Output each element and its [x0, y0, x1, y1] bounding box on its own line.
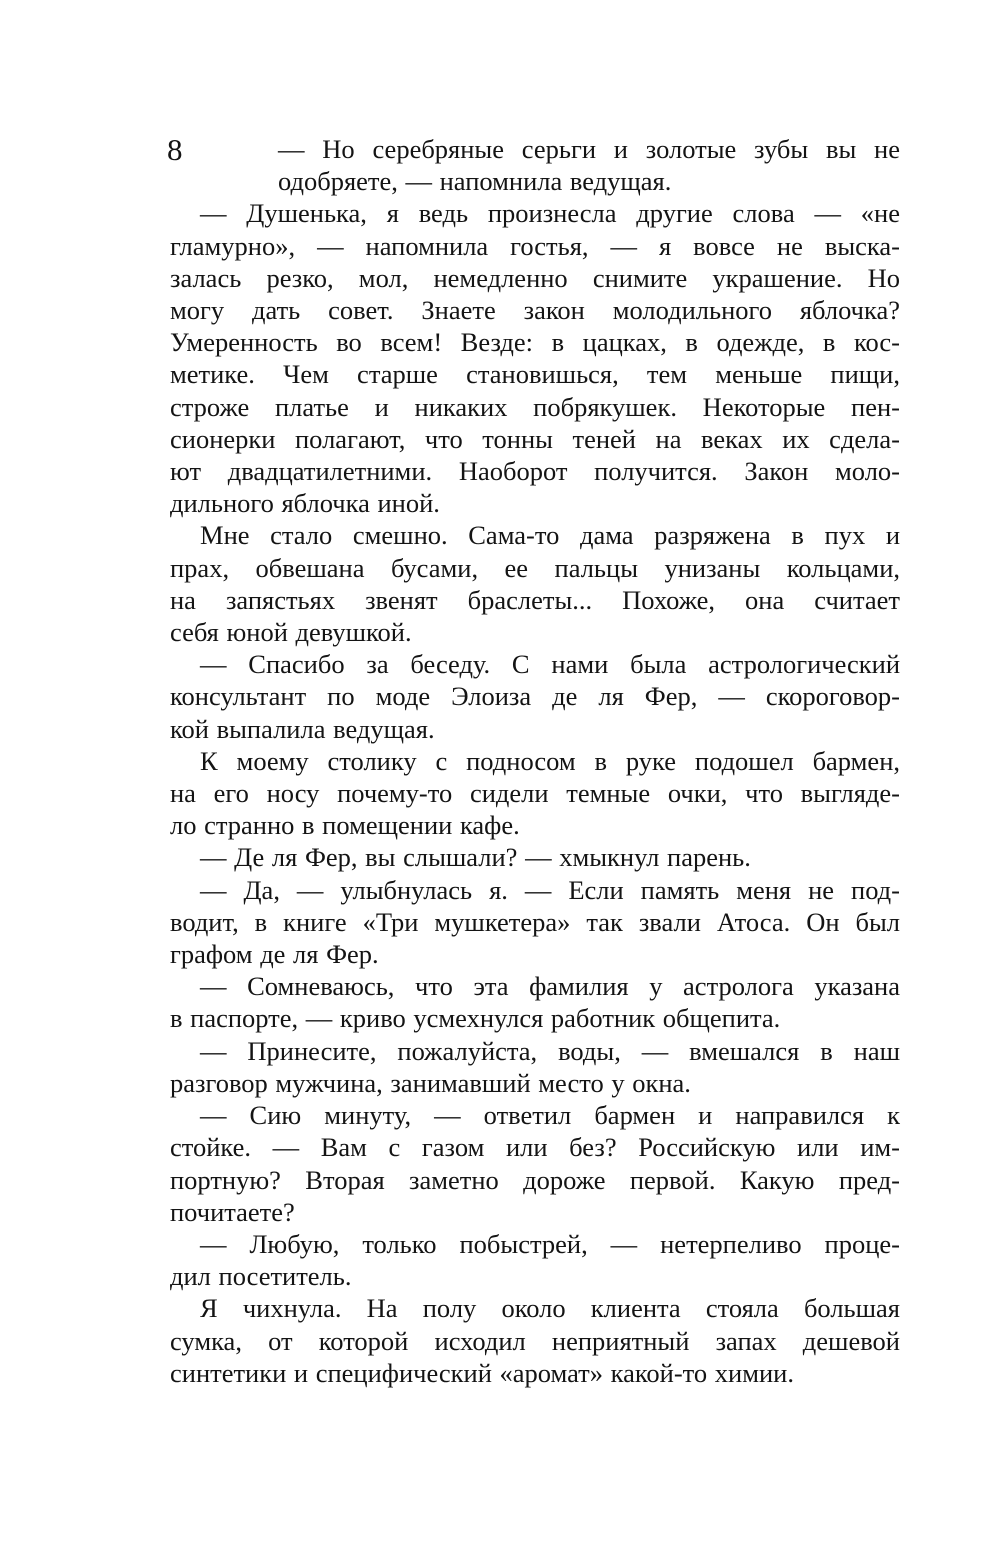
paragraph	[170, 648, 900, 745]
paragraph	[170, 1035, 900, 1099]
text-line: Я чихнула. На полу около клиента стояла большая	[200, 1293, 900, 1324]
text-line: — Да, — улыбнулась я. — Если память меня не под-	[200, 874, 900, 905]
text-line: гламурно», — напомнила гостья, — я вовсе не выска-	[170, 230, 900, 261]
text-line: — Де ля Фер, вы слышали? — хмыкнул парень.	[200, 842, 751, 873]
page-number: 8	[167, 132, 183, 167]
text-line: сионерки полагают, что тонны теней на веках их сдела-	[170, 423, 900, 454]
paragraph	[170, 745, 900, 842]
text-line: сумка, от которой исходил неприятный запах дешевой	[170, 1325, 900, 1356]
paragraph	[170, 841, 900, 873]
text-line: стойке. — Вам с газом или без? Российскую или им-	[170, 1132, 900, 1163]
text-line: на запястьях звенят браслеты... Похоже, она считает	[170, 584, 900, 615]
text-line: — Душенька, я ведь произнесла другие слова — «не	[200, 198, 900, 229]
text-line: — Но серебряные серьги и золотые зубы вы не	[278, 134, 900, 164]
text-line: Мне стало смешно. Сама-то дама разряжена в пух и	[200, 520, 900, 551]
text-line: — Сию минуту, — ответил бармен и направился к	[200, 1100, 900, 1131]
text-line: кой выпалила ведущая.	[170, 713, 435, 744]
paragraph	[170, 874, 900, 971]
paragraph	[170, 970, 900, 1034]
text-line: — Сомневаюсь, что эта фамилия у астролога указана	[200, 971, 900, 1002]
paragraph	[170, 519, 900, 648]
text-line: себя юной девушкой.	[170, 617, 412, 648]
text-line: строже платье и никаких побрякушек. Некоторые пен-	[170, 391, 900, 422]
text-line: дил посетитель.	[170, 1261, 352, 1292]
text-line: портную? Вторая заметно дороже первой. Какую пред-	[170, 1164, 900, 1195]
text-line: — Любую, только побыстрей, — нетерпеливо проце-	[200, 1228, 900, 1259]
text-line: ло странно в помещении кафе.	[170, 810, 520, 841]
text-line: К моему столику с подносом в руке подошел бармен,	[200, 745, 900, 776]
text-line: — Спасибо за беседу. С нами была астрологический	[200, 649, 900, 680]
paragraph	[170, 197, 900, 519]
text-line: — Принесите, пожалуйста, воды, — вмешался в наш	[200, 1035, 900, 1066]
text-line: Умеренность во всем! Везде: в цацках, в одежде, в кос-	[170, 327, 900, 358]
text-block	[170, 133, 900, 1389]
text-line: на его носу почему-то сидели темные очки, что выгляде-	[170, 778, 900, 809]
paragraph	[170, 1099, 900, 1228]
paragraph	[170, 1228, 900, 1292]
text-line: одобряете, — напомнила ведущая.	[278, 166, 672, 197]
text-line: могу дать совет. Знаете закон молодильного яблочка?	[170, 295, 900, 326]
text-line: разговор мужчина, занимавший место у окна.	[170, 1067, 691, 1098]
text-line: графом де ля Фер.	[170, 939, 379, 970]
text-line: дильного яблочка иной.	[170, 488, 440, 519]
paragraph	[170, 1292, 900, 1389]
text-line: водит, в книге «Три мушкетера» так звали Атоса. Он был	[170, 906, 900, 937]
text-line: консультант по моде Элоиза де ля Фер, — скороговор-	[170, 681, 900, 712]
text-line: ют двадцатилетними. Наоборот получится. Закон моло-	[170, 456, 900, 487]
text-line: метике. Чем старше становишься, тем меньше пищи,	[170, 359, 900, 390]
text-line: в паспорте, — криво усмехнулся работник общепита.	[170, 1003, 781, 1034]
text-line: залась резко, мол, немедленно снимите украшение. Но	[170, 262, 900, 293]
text-line: почитаете?	[170, 1196, 295, 1227]
text-line: прах, обвешана бусами, ее пальцы унизаны кольцами,	[170, 552, 900, 583]
text-line: синтетики и специфический «аромат» какой-то химии.	[170, 1357, 794, 1388]
paragraph	[278, 133, 900, 197]
